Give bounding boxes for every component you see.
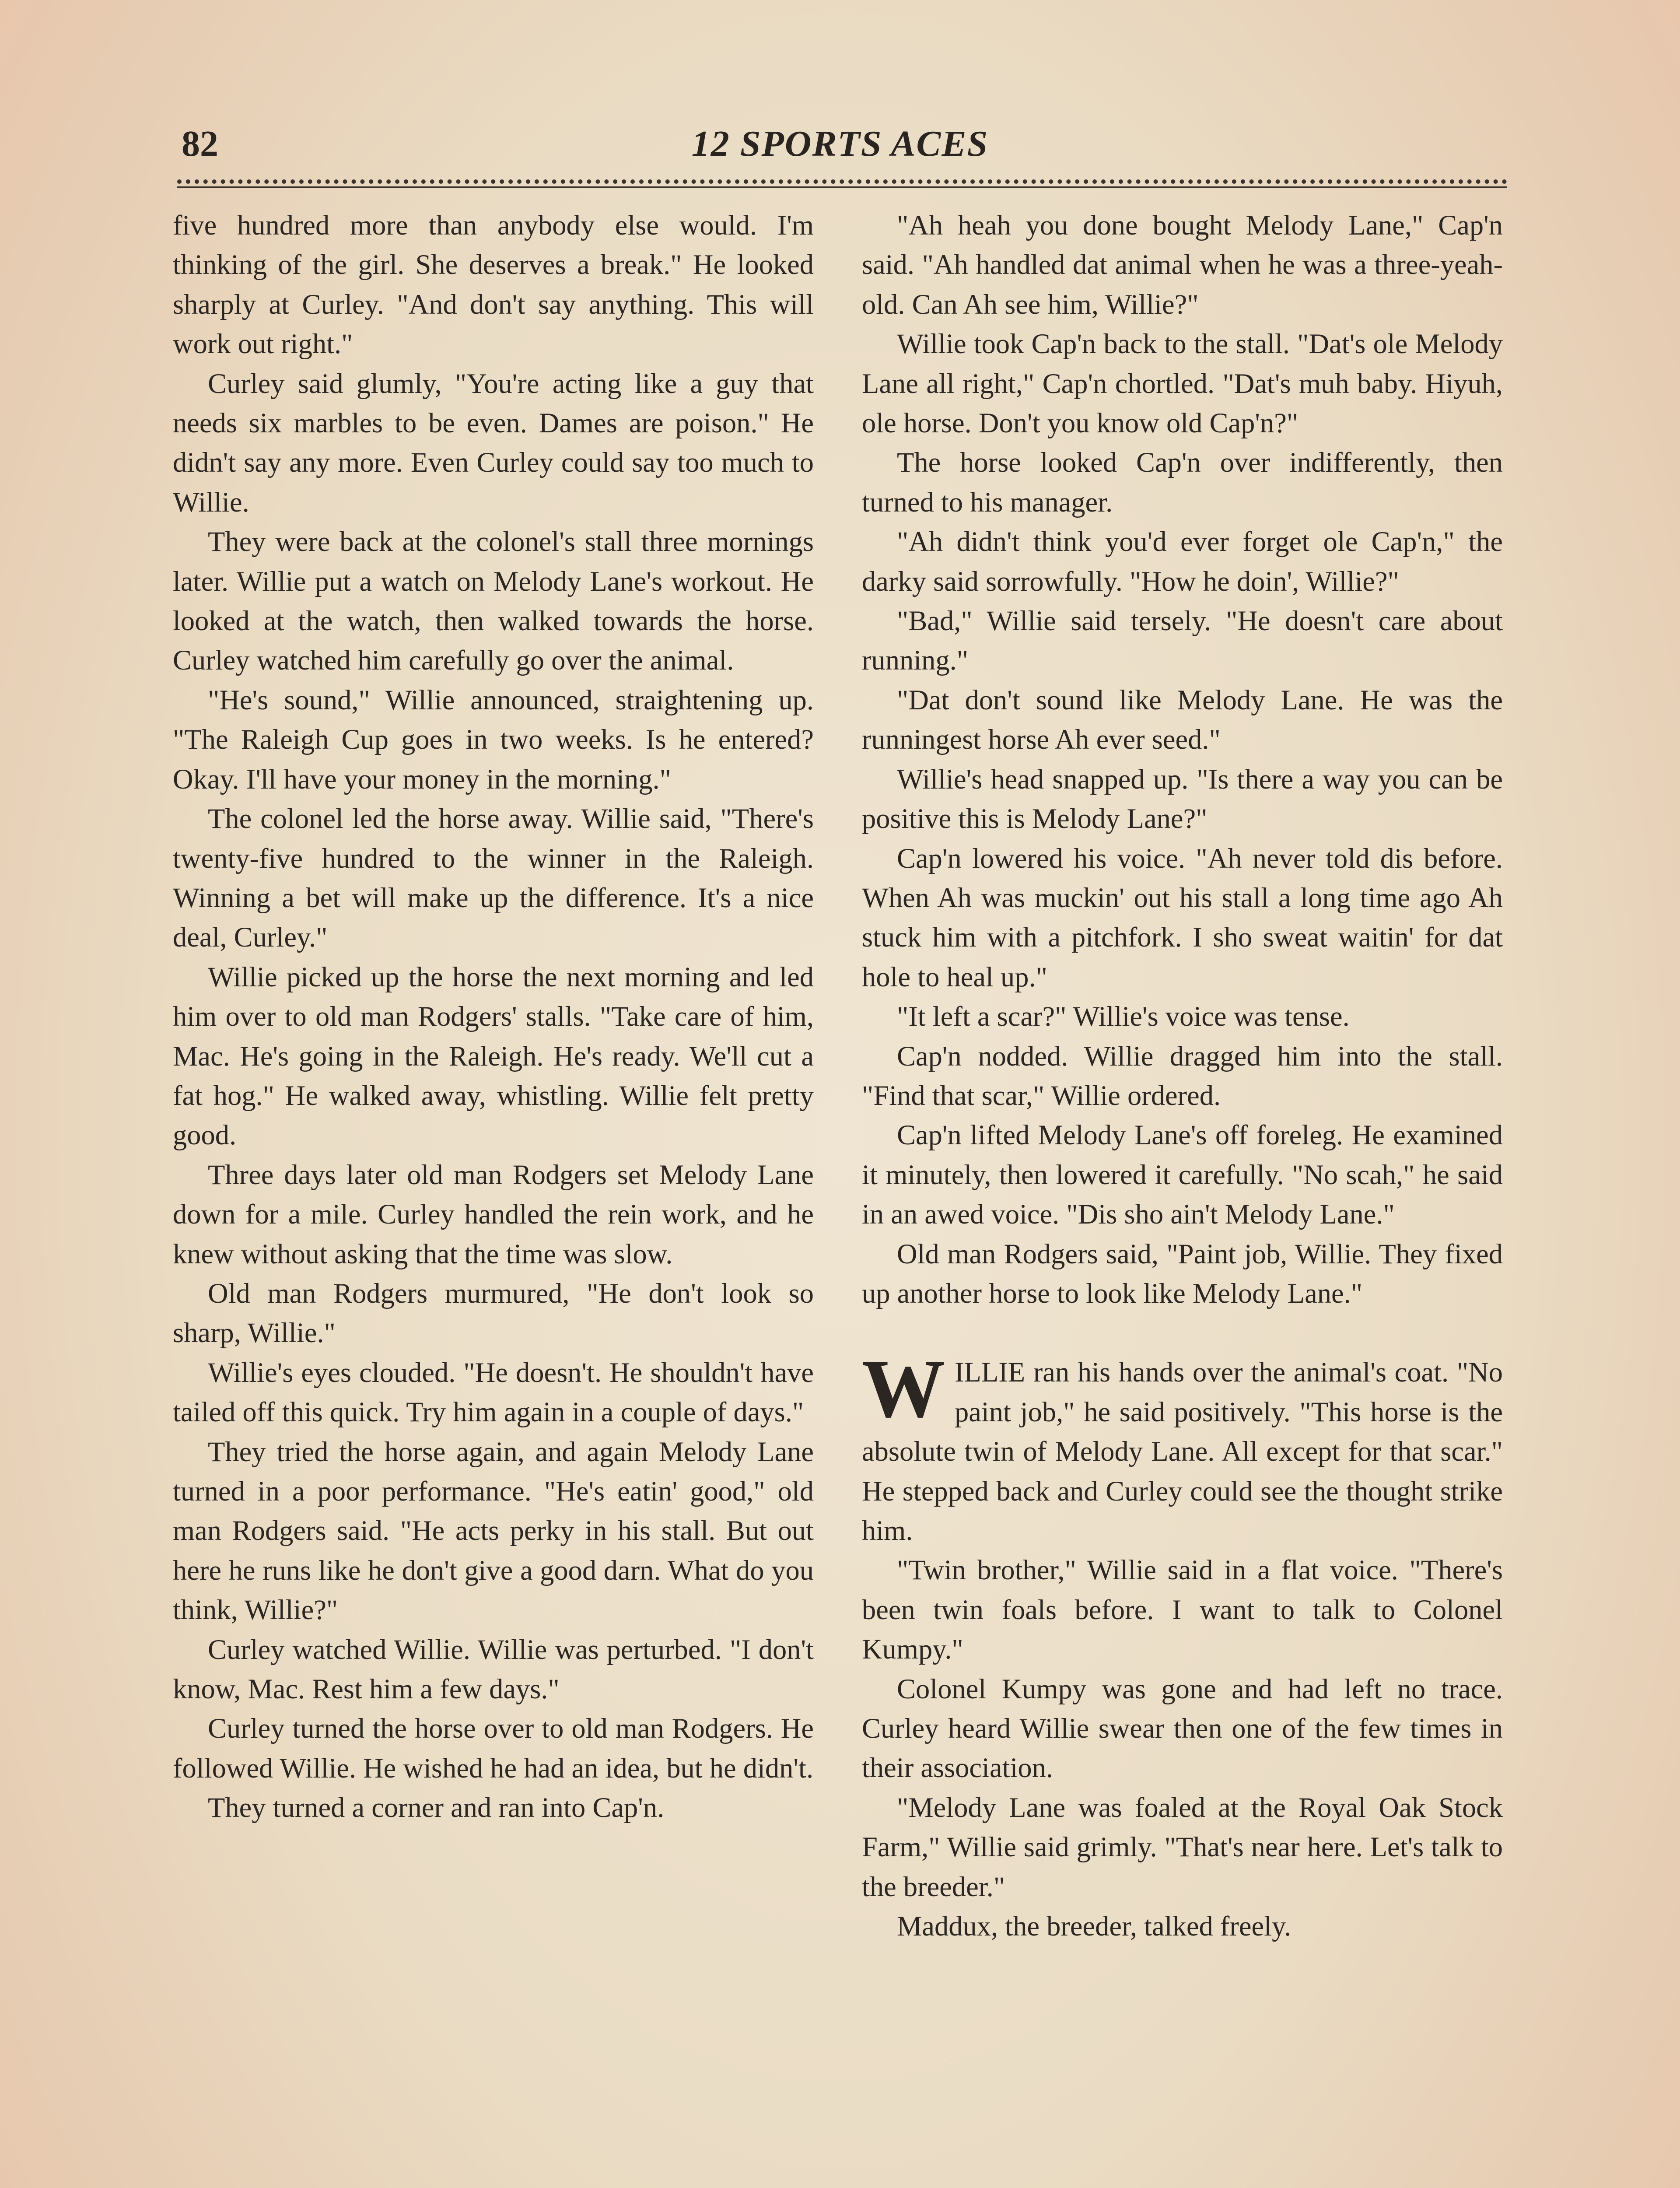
right-column-top bbox=[862, 206, 1503, 1313]
paragraph: Curley said glumly, "You're acting like a guy that needs six marbles to be even. Dames are poison." He didn't say any more. Even Curley could say too much to Willie. bbox=[173, 368, 814, 518]
paragraph: "Ah didn't think you'd ever forget ole Cap'n," the darky said sorrowfully. "How he doin', Willie?" bbox=[862, 526, 1503, 597]
paragraph: Old man Rodgers said, "Paint job, Willie. They fixed up another horse to look like Melody Lane." bbox=[862, 1238, 1503, 1309]
paragraph: They were back at the colonel's stall three mornings later. Willie put a watch on Melody Lane's workout. He looked at the watch, then walked towards the horse. Curley watched him carefully go over the animal. bbox=[173, 526, 814, 676]
paragraph: Colonel Kumpy was gone and had left no trace. Curley heard Willie swear then one of the few times in their association. bbox=[862, 1673, 1503, 1784]
header-divider bbox=[177, 179, 1507, 193]
paragraph: "Bad," Willie said tersely. "He doesn't care about running." bbox=[862, 605, 1503, 676]
paragraph: Maddux, the breeder, talked freely. bbox=[897, 1911, 1292, 1942]
drop-cap-text: ran his hands over the animal's coat. "No paint job," he said positively. "This horse is the absolute twin of Melody Lane. All except for that scar." He stepped back and Curley could see the thought strike him. bbox=[862, 1357, 1503, 1546]
page-header bbox=[177, 118, 1503, 166]
paragraph: five hundred more than anybody else would. I'm thinking of the girl. She deserves a break." He looked sharply at Curley. "And don't say anything. This will work out right." bbox=[173, 210, 814, 360]
paragraph: Willie picked up the horse the next morning and led him over to old man Rodgers' stalls. "Take care of him, Mac. He's going in the Raleigh. He's ready. We'll cut a fat hog." He walked away, whistling. Willie felt pretty good. bbox=[173, 961, 814, 1151]
paragraph: "It left a scar?" Willie's voice was tense. bbox=[897, 1001, 1350, 1032]
paragraph: The colonel led the horse away. Willie said, "There's twenty-five hundred to the winner in the Raleigh. Winning a bet will make up the difference. It's a nice deal, Curley." bbox=[173, 803, 814, 953]
paragraph: Cap'n lowered his voice. "Ah never told dis before. When Ah was muckin' out his stall a long time ago Ah stuck him with a pitchfork. I sho sweat waitin' for dat hole to heal up." bbox=[862, 842, 1503, 992]
paragraph: "Twin brother," Willie said in a flat voice. "There's been twin foals before. I want to talk to Colonel Kumpy." bbox=[862, 1554, 1503, 1665]
paragraph: The horse looked Cap'n over indifferently, then turned to his manager. bbox=[862, 447, 1503, 518]
paragraph: "Melody Lane was foaled at the Royal Oak Stock Farm," Willie said grimly. "That's near here. Let's talk to the breeder." bbox=[862, 1792, 1503, 1902]
paragraph: Willie's head snapped up. "Is there a way you can be positive this is Melody Lane?" bbox=[862, 763, 1503, 835]
paragraph: Curley turned the horse over to old man Rodgers. He followed Willie. He wished he had an idea, but he didn't. bbox=[173, 1713, 814, 1784]
paragraph: Old man Rodgers murmured, "He don't look so sharp, Willie." bbox=[173, 1277, 814, 1349]
paragraph: Cap'n lifted Melody Lane's off foreleg. He examined it minutely, then lowered it carefully. "No scah," he said in an awed voice. "Dis sho ain't Melody Lane." bbox=[862, 1119, 1503, 1230]
paragraph: Three days later old man Rodgers set Melody Lane down for a mile. Curley handled the rein work, and he knew without asking that the time was slow. bbox=[173, 1159, 814, 1269]
magazine-title: 12 SPORTS ACES bbox=[691, 123, 989, 164]
right-column bbox=[862, 206, 1503, 1946]
paragraph: They tried the horse again, and again Melody Lane turned in a poor performance. "He's eatin' good," old man Rodgers said. "He acts perky in his stall. But out here he runs like he don't give a good darn. What do you think, Willie?" bbox=[173, 1436, 814, 1626]
page-number: 82 bbox=[182, 123, 218, 164]
right-column-bottom bbox=[862, 1550, 1503, 1946]
dropcap-paragraph bbox=[862, 1343, 1503, 1550]
paragraph: Cap'n nodded. Willie dragged him into the stall. "Find that scar," Willie ordered. bbox=[862, 1040, 1503, 1111]
drop-cap-letter: W bbox=[862, 1343, 945, 1435]
drop-cap-lead: ILLIE bbox=[955, 1357, 1026, 1388]
paragraph: They turned a corner and ran into Cap'n. bbox=[208, 1792, 665, 1823]
paragraph: Curley watched Willie. Willie was perturbed. "I don't know, Mac. Rest him a few days." bbox=[173, 1634, 814, 1705]
paragraph: "He's sound," Willie announced, straightening up. "The Raleigh Cup goes in two weeks. Is he entered? Okay. I'll have your money in the morning." bbox=[173, 684, 814, 795]
left-column bbox=[173, 206, 814, 1828]
paragraph bbox=[862, 1343, 1503, 1550]
paragraph: Willie took Cap'n back to the stall. "Dat's ole Melody Lane all right," Cap'n chortled. "Dat's muh baby. Hiyuh, ole horse. Don't you know old Cap'n?" bbox=[862, 328, 1503, 439]
paragraph: "Ah heah you done bought Melody Lane," Cap'n said. "Ah handled dat animal when he was a three-yeah-old. Can Ah see him, Willie?" bbox=[862, 210, 1503, 320]
paragraph: "Dat don't sound like Melody Lane. He was the runningest horse Ah ever seed." bbox=[862, 684, 1503, 755]
paragraph: Willie's eyes clouded. "He doesn't. He shouldn't have tailed off this quick. Try him again in a couple of days." bbox=[173, 1357, 814, 1428]
